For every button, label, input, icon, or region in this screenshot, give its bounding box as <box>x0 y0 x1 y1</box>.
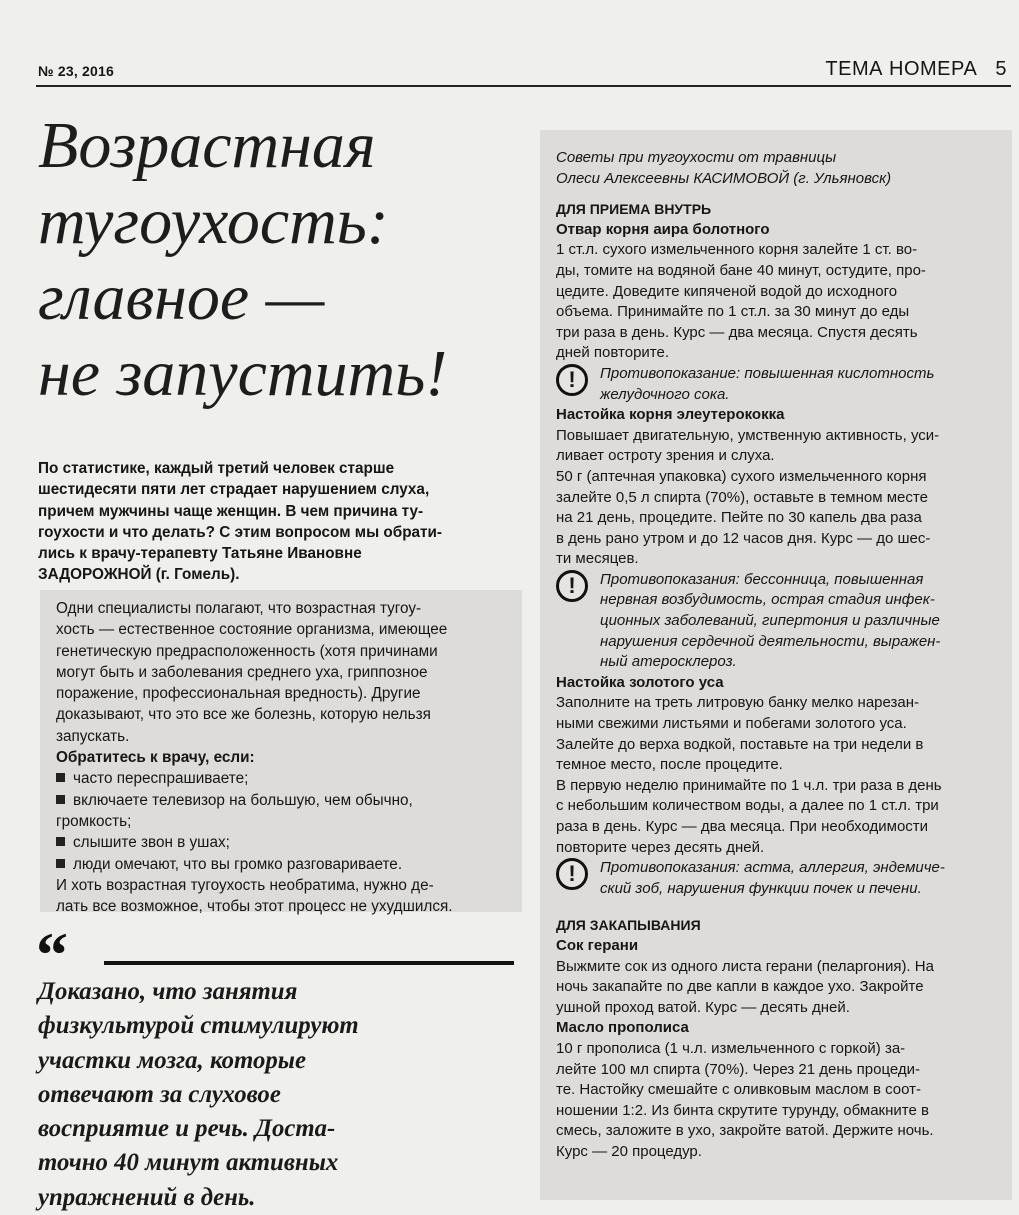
warning-line: желудочного сока. <box>600 385 730 403</box>
sidebar-line: доказывают, что это все же болезнь, которую нельзя <box>56 706 431 724</box>
remedy-line: ношении 1:2. Из бинта скрутите турунду, обмакните в <box>556 1101 929 1119</box>
remedy-line: те. Настойку смешайте с оливковым маслом в соот- <box>556 1081 922 1099</box>
remedy-line: В первую неделю принимайте по 1 ч.л. три раза в день <box>556 776 942 794</box>
article-headline <box>38 108 518 412</box>
remedy-line: ды, томите на водяной бане 40 минут, остудите, про- <box>556 261 926 279</box>
remedy-line: Заполните на треть литровую банку мелко нарезан- <box>556 694 920 712</box>
quote-line: упражнений в день. <box>38 1183 256 1211</box>
sidebar-heading: Обратитесь к врачу, если: <box>56 749 255 767</box>
warning-line: Противопоказания: бессонница, повышенная <box>600 570 924 588</box>
remedy-line: Курс — 20 процедур. <box>556 1142 702 1160</box>
remedies-intro: Советы при тугоухости от травницы <box>556 149 837 166</box>
remedy-line: смесь, заложите в ухо, закройте ватой. Держите ночь. <box>556 1122 934 1140</box>
remedy-line: темное место, после процедите. <box>556 756 783 774</box>
remedy-line: ушной проход ватой. Курс — десять дней. <box>556 998 850 1016</box>
section-title: ТЕМА НОМЕРА <box>825 58 978 80</box>
sidebar-line: хость — естественное состояние организма, имеющее <box>56 621 448 639</box>
list-item: включаете телевизор на большую, чем обычно, <box>56 790 506 811</box>
headline-line: Возрастная <box>38 109 376 182</box>
warning-line: нарушения сердечной деятельности, выражен- <box>600 632 941 650</box>
list-item: слышите звон в ушах; <box>56 832 506 853</box>
remedy-title: Настойка золотого уса <box>556 673 724 691</box>
warning-icon: ! <box>556 364 588 396</box>
remedy-line: дней повторите. <box>556 344 670 362</box>
pull-quote <box>38 975 528 1215</box>
bullet-icon <box>56 837 65 846</box>
bullet-icon <box>56 795 65 804</box>
quote-line: физкультурой стимулируют <box>38 1012 359 1040</box>
warning-line: Противопоказание: повышенная кислотность <box>600 364 935 382</box>
sidebar-line: поражение, профессиональная вредность). Другие <box>56 685 421 703</box>
remedy-line: повторите через десять дней. <box>556 838 765 856</box>
lead-line: гоухости и что делать? С этим вопросом мы обрати- <box>38 523 443 541</box>
contraindication-note <box>556 858 996 899</box>
headline-line: главное — <box>38 261 325 334</box>
bullet-icon <box>56 859 65 868</box>
contraindication-note <box>556 570 996 673</box>
list-item: люди омечают, что вы громко разговариваете. <box>56 854 506 875</box>
remedies-intro: Олеси Алексеевны КАСИМОВОЙ (г. Ульяновск) <box>556 169 892 187</box>
remedy-line: Залейте до верха водкой, поставьте на три недели в <box>556 735 924 753</box>
quote-divider <box>104 961 514 965</box>
page-header <box>825 58 1007 81</box>
quote-line: отвечают за слуховое <box>38 1080 281 1108</box>
warning-line: ционных заболеваний, гипертония и различные <box>600 612 940 630</box>
quote-line: Доказано, что занятия <box>38 978 298 1005</box>
remedy-line: Повышает двигательную, умственную активность, уси- <box>556 426 940 444</box>
warning-line: Противопоказания: астма, аллергия, эндемиче- <box>600 859 945 877</box>
remedy-line: лейте 100 мл спирта (70%). Через 21 день процеди- <box>556 1060 921 1078</box>
remedy-line: раза в день. Курс — два месяца. При необходимости <box>556 818 929 835</box>
lead-line: ЗАДОРОЖНОЙ (г. Гомель). <box>38 566 240 584</box>
warning-icon: ! <box>556 570 588 602</box>
quote-icon: “ <box>36 919 68 990</box>
remedy-line: цедите. Доведите кипяченой водой до исходного <box>556 282 898 300</box>
remedy-line: объема. Принимайте по 1 ст.л. за 30 минут до еды <box>556 303 910 321</box>
list-item: часто переспрашиваете; <box>56 768 506 789</box>
bullet-icon <box>56 773 65 782</box>
sidebar-line: могут быть и заболевания среднего уха, гриппозное <box>56 663 428 681</box>
remedy-line: в день рано утром и до 12 часов дня. Курс — до шес- <box>556 529 931 547</box>
remedy-line: ти месяцев. <box>556 550 639 568</box>
remedy-line: с небольшим количеством воды, а далее по 1 ст.л. три <box>556 797 939 815</box>
list-item-continuation: громкость; <box>56 812 132 830</box>
section-heading: ДЛЯ ЗАКАПЫВАНИЯ <box>556 917 701 934</box>
remedy-title: Настойка корня элеутерококка <box>556 406 785 424</box>
remedies-column <box>556 148 996 1163</box>
remedy-line: 1 ст.л. сухого измельченного корня залейте 1 ст. во- <box>556 241 918 259</box>
remedy-line: ливает остроту зрения и слуха. <box>556 447 775 465</box>
quote-line: точно 40 минут активных <box>38 1149 339 1177</box>
contraindication-note <box>556 364 996 405</box>
remedy-line: ными свежими листьями и побегами золотого уса. <box>556 715 907 733</box>
remedy-title: Масло прополиса <box>556 1019 689 1037</box>
article-lead <box>38 458 508 586</box>
sidebar-line: Одни специалисты полагают, что возрастная тугоу- <box>56 600 422 617</box>
sidebar-text <box>56 598 506 917</box>
headline-line: не запустить! <box>38 337 448 410</box>
warning-icon: ! <box>556 858 588 890</box>
remedy-title: Сок герани <box>556 936 639 954</box>
remedy-line: три раза в день. Курс — два месяца. Спустя десять <box>556 323 918 341</box>
header-divider <box>36 85 1011 87</box>
remedy-line: Выжмите сок из одного листа герани (пеларгония). На <box>556 957 934 975</box>
section-heading: ДЛЯ ПРИЕМА ВНУТРЬ <box>556 201 712 218</box>
lead-line: шестидесяти пяти лет страдает нарушением слуха, <box>38 481 430 499</box>
remedy-line: залейте 0,5 л спирта (70%), оставьте в темном месте <box>556 488 928 506</box>
quote-line: участки мозга, которые <box>38 1046 306 1074</box>
remedy-line: на 21 день, процедите. Пейте по 30 капель два раза <box>556 509 922 527</box>
remedy-line: 10 г прополиса (1 ч.л. измельченного с горкой) за- <box>556 1039 906 1057</box>
sidebar-line: И хоть возрастная тугоухость необратима, нужно де- <box>56 876 434 894</box>
remedy-title: Отвар корня аира болотного <box>556 220 770 238</box>
sidebar-line: генетическую предрасположенность (хотя причинами <box>56 642 438 660</box>
warning-line: ский зоб, нарушения функции почек и печени. <box>600 879 922 897</box>
remedy-line: 50 г (аптечная упаковка) сухого измельченного корня <box>556 467 927 485</box>
sidebar-line: лать все возможное, чтобы этот процесс не ухудшился. <box>56 898 453 916</box>
issue-number: № 23, 2016 <box>38 63 114 79</box>
lead-line: По статистике, каждый третий человек старше <box>38 460 395 477</box>
page-number: 5 <box>995 58 1007 80</box>
warning-line: нервная возбудимость, острая стадия инфек- <box>600 591 935 609</box>
lead-line: лись к врачу-терапевту Татьяне Ивановне <box>38 545 362 563</box>
sidebar-line: запускать. <box>56 727 130 745</box>
remedy-line: ночь закапайте по две капли в каждое ухо. Закройте <box>556 978 924 996</box>
quote-line: восприятие и речь. Доста- <box>38 1115 336 1143</box>
headline-line: тугоухость: <box>38 185 389 258</box>
lead-line: причем мужчины чаще женщин. В чем причина ту- <box>38 502 424 520</box>
warning-line: ный атеросклероз. <box>600 653 737 671</box>
